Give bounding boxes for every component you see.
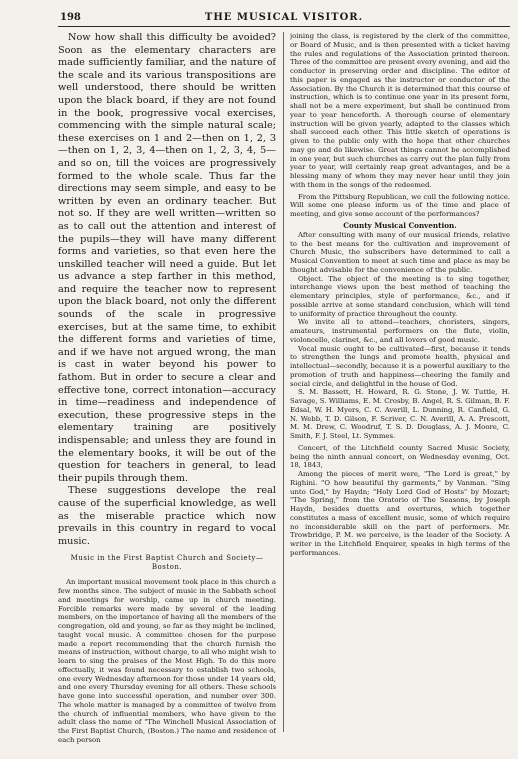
signatories: S. M. Bassett, H. Howard, R. G. Stone, J. W. Tuttle, H. Savage, S. Williams, E. M. Crosby, B. Angel, R. S. Gilman, B. F. Edsal, W. H. Myers, C. C. Averill, L. Dunning, R. Canfield, G. N. Webb, T. D. Gilson, F. Scriver, C. N. Averill, A. A. Prescott, M. M. Drew, C. Woodruf, T. S. D. Douglass, A. J. Moore, C. Smith, F. J. Steel, Lt. Symmes.	[290, 388, 510, 440]
article-paragraph: Concert, of the Litchfield county Sacred Music Society, being the ninth annual concert, on Wednesday evening, Oct. 18, 1843,	[290, 443, 510, 470]
article-paragraph: Among the pieces of merit were, "The Lord is great," by Righini. "O how beautiful thy garments," by Vanman. "Sing unto God," by Haydn; "Holy Lord God of Hosts" by Mozart; "The Spring," from the Oratorio of The Seasons, by Joseph Haydn, besides duetts and overtures, which together constitutes a mass of excellent music, some of which require no inconsiderable skill on the part of performers. Mr. Trowbridge, P. M. we perceive, is the leader of the Society. A writer in the Litchfield Enquirer, speaks in high terms of the performances.	[290, 470, 510, 557]
page-number: 198	[60, 12, 81, 23]
article-paragraph: These suggestions develope the real cause of the superficial knowledge, as well as the miserable practice which now prevails in this country in regard to vocal music.	[58, 485, 276, 547]
article-paragraph: An important musical movement took place in this church a few months since. The subject of music in the Sabbath school and meetings for worship, came up in church meeting. Forcible remarks were made by several of the leading members, on the importance of having all the members of the congregation, old and young, so far as they might be inclined, taught vocal music. A committee chosen for the purpose made a report recommending that the church furnish the means of instruction, without charge, to all who might wish to learn to sing the praises of the Most High. To do this more effectually, it was found necessary to establish two schools, one every Wednesday afternoon for those under 14 years old, and one every Thursday evening for all others. These schools have gone into successful operation, and number over 300. The whole matter is managed by a committee of twelve from the church of influential members, who have given to the adult class the name of "The Winchell Musical Association of the First Baptist Church, (Boston.) The name and residence of each person	[58, 578, 276, 744]
article-paragraph: Now how shall this difficulty be avoided? Soon as the elementary characters are made sufficiently familiar, and the nature of the scale and its various transpositions are well understood, there should be written upon the black board, if they are not found in the book, progressive vocal exercises, commencing with the simple natural scale; these exercises on 1 and 2—then on 1, 2, 3—then on 1, 2, 3, 4—then on 1, 2, 3, 4, 5—and so on, till the voices are progressively formed to the whole scale. Thus far the directions may seem simple, and easy to be written by even an ordinary teacher. But not so. If they are well written—written so as to call out the attention and interest of the pupils—they will have many different forms and varieties, so that even here the unskilled teacher will need a guide. But let us advance a step farther in this method, and require the teacher now to represent upon the black board, not only the different sounds of the scale in progressive exercises, but at the same time, to exhibit the different forms and varieties of time, and if we have not argued wrong, the man is cast in water beyond his power to fathom. But in order to secure a clear and effective tone, correct intonation—accuracy in time—readiness and independence of execution, these progressive steps in the elementary training are positively indispensable; and unless they are found in the elementary books, it will be out of the question for teachers in general, to lead their pupils through them.	[58, 32, 276, 484]
section-heading: Music in the First Baptist Church and Society—Boston.	[70, 554, 264, 572]
article-paragraph: From the Pittsburg Republican, we cull the following notice. Will some one please inform us of the time and place of meeting, and give some account of the performances?	[290, 192, 510, 218]
article-paragraph: Vocal music ought to be cultivated—first, because it tends to strengthen the lungs and promote health, physical and intellectual—secondly, because it is a powerful auxiliary to the promotion of truth and happiness—cheering the family and social circle, and delightful in the house of God.	[290, 344, 510, 388]
left-column	[58, 32, 276, 745]
running-header	[58, 12, 510, 27]
page	[58, 8, 510, 753]
article-paragraph: Object. The object of the meeting is to sing together, interchange views upon the best method of teaching the elementary principles, style of performance, &c., and if possible arrive at some standard conclusion, which will tend to uniformity of practice throughout the county.	[290, 274, 510, 318]
article-paragraph: We invite all to attend—teachers, choristers, singers, amateurs, instrumental performers on the flute, violin, violoncello, clarinet, &c., and all lovers of good music.	[290, 318, 510, 344]
right-column	[290, 32, 510, 558]
article-paragraph: After consulting with many of our musical friends, relative to the best means for the cultivation and improvement of Church Music, the subscribers have determined to call a Musical Convention to meet at such time and place as may be thought advisable for the convenience of the public.	[290, 230, 510, 274]
section-heading: County Musical Convention.	[343, 220, 457, 230]
column-divider	[283, 32, 284, 732]
running-title: THE MUSICAL VISITOR.	[204, 12, 364, 23]
article-paragraph: joining the class, is registered by the clerk of the committee, or Board of Music, and is then presented with a ticket having the rules and regulations of the Association printed thereon. Three of the committee are present every evening, and aid the conductor in preserving order and discipline. The editor of this paper is engaged as the instructor or conductor of the Association. By the Church it is determined that this course of instruction, which is to continue one year in its present form, shall not be a mere experiment, but shall be continued from year to year henceforth. A thorough course of elementary instruction will be given yearly, adapted to the classes which shall succeed each other. This little sketch of operations is given to the public only with the hope that other churches may go and do likewise. Great things cannot be accomplished in one year, but such churches as carry out the plan fully from year to year, will certainly reap great advantages, and be a blessing many of whom they may never hear until they join with them in the songs of the redeemed.	[290, 32, 510, 189]
